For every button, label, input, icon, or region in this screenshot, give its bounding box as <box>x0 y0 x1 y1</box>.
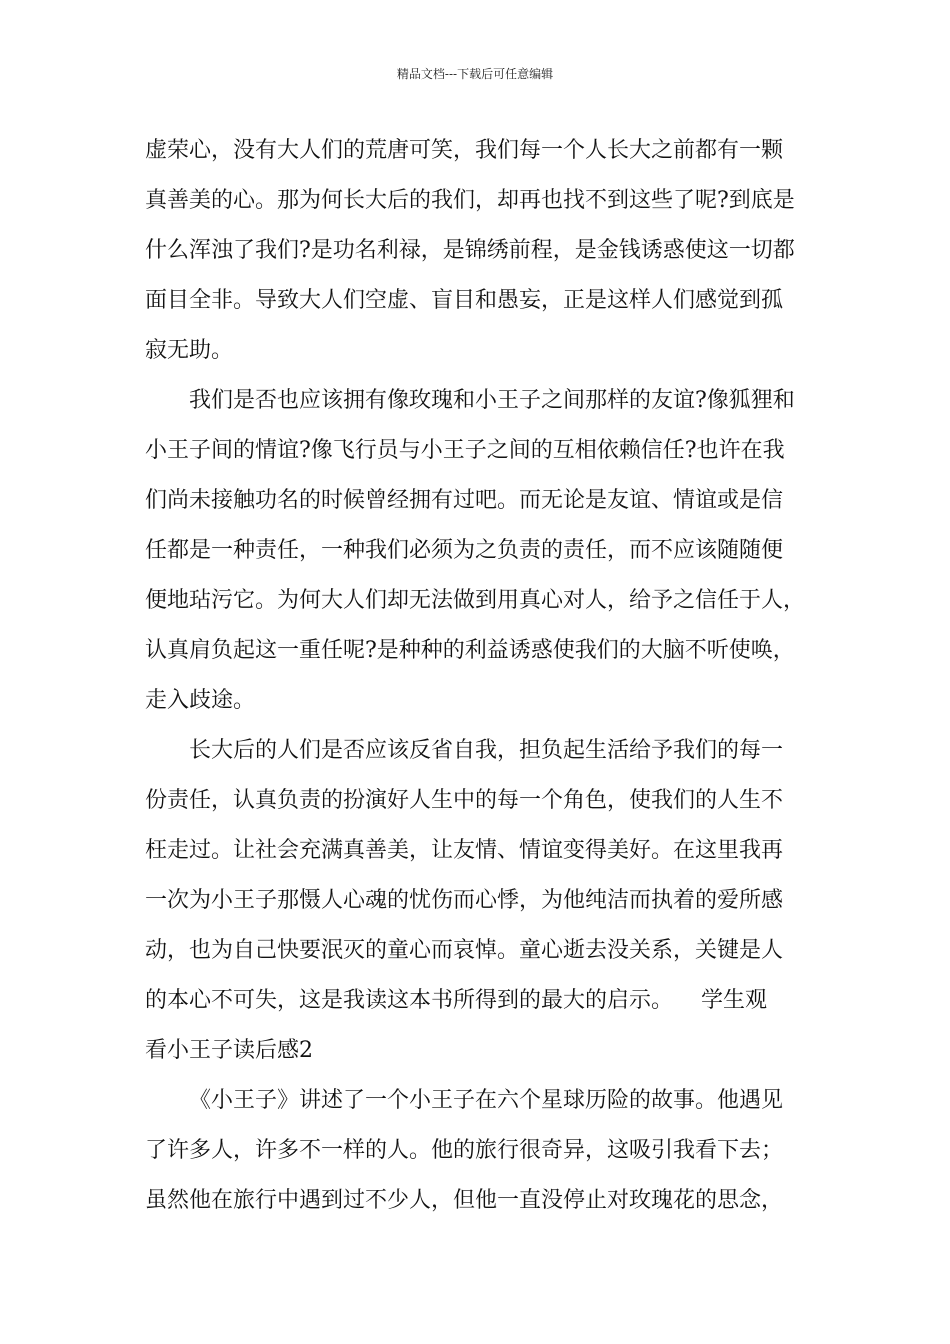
text-line: 动，也为自己快要泯灭的童心而哀悼。童心逝去没关系，关键是人 <box>145 938 784 963</box>
text-line: 的本心不可失，这是我读这本书所得到的最大的启示。 学生观 <box>145 988 767 1013</box>
paragraph-first-line: 长大后的人们是否应该反省自我，担负起生活给予我们的每一 <box>189 738 784 763</box>
document-body <box>145 126 810 1226</box>
text-line: 了许多人，许多不一样的人。他的旅行很奇异，这吸引我看下去； <box>145 1138 784 1163</box>
text-line: 任都是一种责任，一种我们必须为之负责的责任，而不应该随随便 <box>145 538 784 563</box>
text-line: 份责任，认真负责的扮演好人生中的每一个角色，使我们的人生不 <box>145 788 784 813</box>
text-line: 一次为小王子那慑人心魂的忧伤而心悸，为他纯洁而执着的爱所感 <box>145 888 784 913</box>
page-header: 精品文档---下载后可任意编辑 <box>396 67 554 81</box>
text-line: 小王子间的情谊?像飞行员与小王子之间的互相依赖信任?也许在我 <box>145 438 785 463</box>
text-line: 走入歧途。 <box>145 688 256 713</box>
paragraph-first-line: 《小王子》讲述了一个小王子在六个星球历险的故事。他遇见 <box>189 1088 784 1113</box>
text-line: 寂无助。 <box>145 338 234 363</box>
text-line: 便地玷污它。为何大人们却无法做到用真心对人，给予之信任于人， <box>145 588 806 613</box>
paragraph-first-line: 我们是否也应该拥有像玫瑰和小王子之间那样的友谊?像狐狸和 <box>189 388 795 413</box>
text-line: 看小王子读后感2 <box>145 1038 313 1063</box>
text-line: 虚荣心，没有大人们的荒唐可笑，我们每一个人长大之前都有一颗 <box>145 138 784 163</box>
text-line: 什么浑浊了我们?是功名利禄，是锦绣前程，是金钱诱惑使这一切都 <box>145 238 795 263</box>
text-line: 真善美的心。那为何长大后的我们，却再也找不到这些了呢?到底是 <box>145 188 795 213</box>
text-line: 认真肩负起这一重任呢?是种种的利益诱惑使我们的大脑不听使唤， <box>145 638 795 663</box>
text-line: 虽然他在旅行中遇到过不少人，但他一直没停止对玫瑰花的思念， <box>145 1188 784 1213</box>
text-line: 面目全非。导致大人们空虚、盲目和愚妄，正是这样人们感觉到孤 <box>145 288 784 313</box>
text-line: 们尚未接触功名的时候曾经拥有过吧。而无论是友谊、情谊或是信 <box>145 488 784 513</box>
text-line: 枉走过。让社会充满真善美，让友情、情谊变得美好。在这里我再 <box>145 838 784 863</box>
